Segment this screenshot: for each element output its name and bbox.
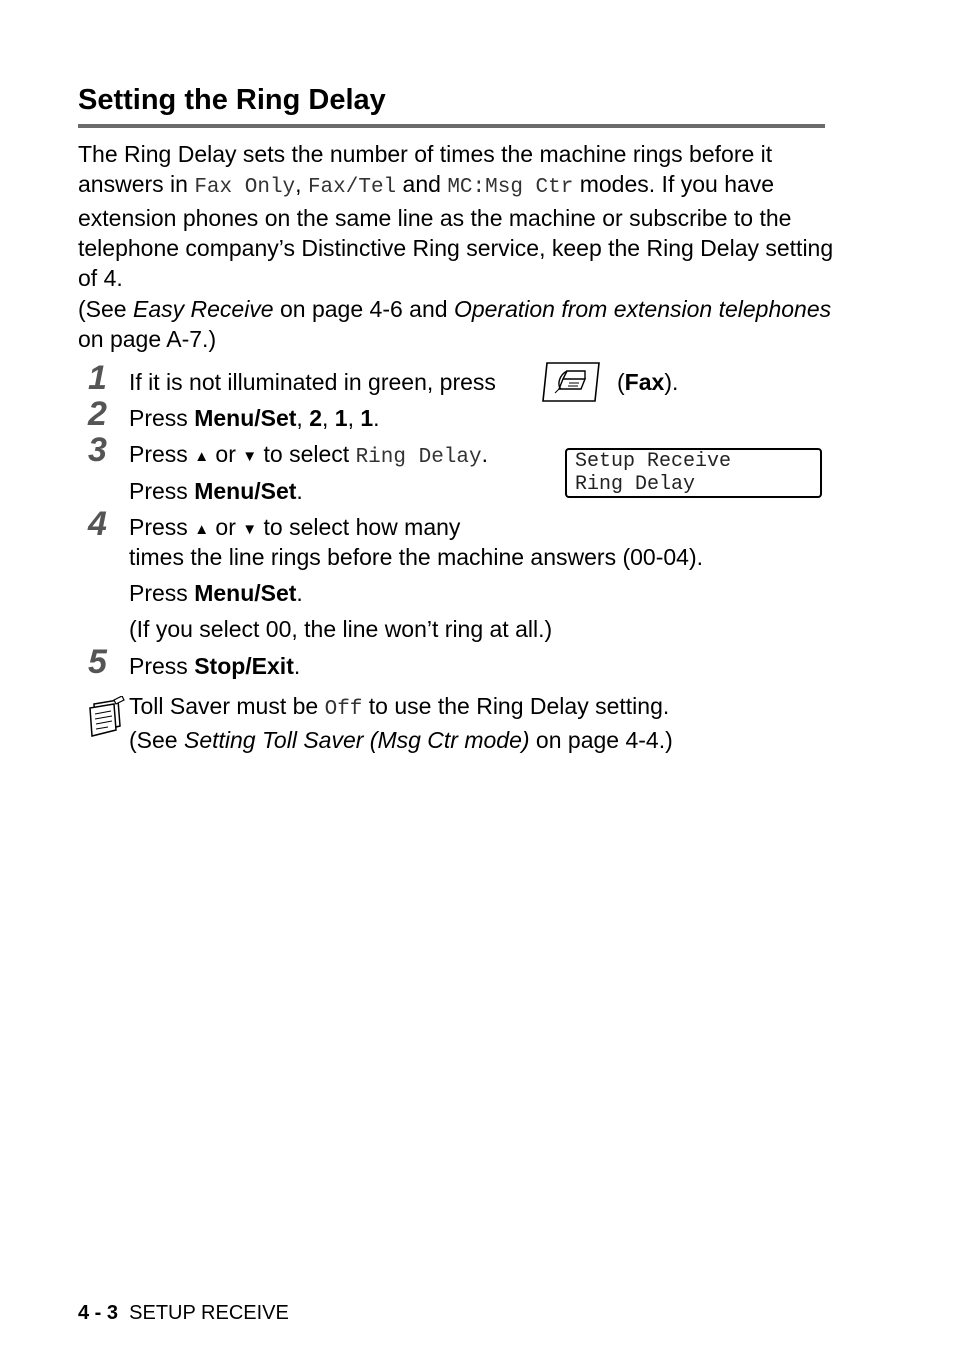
ref-toll-saver: Setting Toll Saver (Msg Ctr mode) — [183, 727, 530, 753]
separator: , — [295, 171, 308, 197]
menu-set-key: Menu/Set — [194, 580, 297, 606]
step-5-text — [129, 651, 300, 681]
press-word: Press — [129, 580, 195, 606]
press-word: Press — [129, 514, 195, 540]
intro-text: The Ring Delay sets the number of times the machine rings before it answers in — [78, 141, 773, 197]
step-number-3: 3 — [88, 431, 107, 469]
period: . — [293, 653, 301, 679]
comma: , — [296, 405, 310, 431]
ref-close: on page 4-4.) — [529, 727, 673, 753]
down-arrow-icon: ▼ — [242, 521, 258, 538]
press-word: Press — [129, 653, 195, 679]
key-1: 1 — [360, 405, 374, 431]
select-text: to select how many — [257, 514, 461, 540]
step-number-5: 5 — [88, 643, 107, 681]
period: . — [296, 580, 303, 606]
menu-set-key: Menu/Set — [194, 478, 297, 504]
lcd-line-1: Setup Receive — [575, 450, 732, 473]
paren-open: ( — [617, 369, 625, 395]
note-line-2 — [129, 725, 829, 755]
note-icon — [84, 696, 126, 738]
key-1: 1 — [334, 405, 348, 431]
page-footer — [78, 1300, 289, 1326]
ref-extension-telephones: Operation from extension telephones — [453, 296, 832, 322]
ref-open: (See — [129, 727, 184, 753]
option-ring-delay: Ring Delay — [355, 446, 482, 469]
step-4-note: (If you select 00, the line won’t ring at all.) — [129, 616, 553, 642]
mode-fax-only: Fax Only — [194, 176, 296, 199]
page-number: 4 - 3 — [78, 1302, 119, 1324]
key-2: 2 — [309, 405, 322, 431]
stop-exit-key: Stop/Exit — [194, 653, 294, 679]
step-number-1: 1 — [88, 359, 107, 397]
comma: , — [322, 405, 335, 431]
option-off: Off — [324, 698, 363, 721]
press-word: Press — [129, 478, 195, 504]
intro-text-continued: modes. If you have extension phones on the same line as the machine or subscribe to the telephone company’s Distinctive Ring service, keep the Ring Delay setting of 4. — [78, 171, 834, 291]
step-3-text — [129, 439, 488, 473]
fax-key-label: Fax — [624, 369, 665, 395]
step-number-2: 2 — [88, 395, 107, 433]
intro-paragraph — [78, 139, 838, 293]
ref-open: (See — [78, 296, 133, 322]
mode-mc-msg-ctr: MC:Msg Ctr — [447, 176, 574, 199]
select-text: to select — [257, 441, 356, 467]
step-3-press — [129, 476, 303, 506]
step-number-4: 4 — [88, 505, 107, 543]
period: . — [373, 405, 380, 431]
conjunction: and — [396, 171, 448, 197]
lcd-line-2: Ring Delay — [575, 473, 696, 496]
up-arrow-icon: ▲ — [194, 521, 210, 538]
paren-close: ). — [664, 369, 679, 395]
see-reference — [78, 294, 838, 354]
menu-set-key: Menu/Set — [194, 405, 297, 431]
press-word: Press — [129, 405, 195, 431]
ref-easy-receive: Easy Receive — [132, 296, 274, 322]
comma: , — [347, 405, 361, 431]
step-1-text — [129, 367, 496, 397]
step-1-key — [617, 367, 678, 397]
note-text — [129, 691, 829, 755]
step-4-line-2: times the line rings before the machine answers (00-04). — [129, 544, 704, 570]
up-arrow-icon: ▲ — [194, 448, 210, 465]
mode-fax-tel: Fax/Tel — [307, 176, 397, 199]
step-4-press — [129, 578, 303, 608]
heading-rule — [78, 124, 825, 128]
lcd-display — [565, 448, 822, 498]
step-1-instruction: If it is not illuminated in green, press — [129, 369, 496, 395]
ref-mid: on page 4-6 and — [273, 296, 454, 322]
or-word: or — [209, 441, 243, 467]
or-word: or — [209, 514, 243, 540]
down-arrow-icon: ▼ — [242, 448, 258, 465]
period: . — [481, 441, 488, 467]
period: . — [296, 478, 303, 504]
note-text-1: Toll Saver must be — [129, 693, 325, 719]
section-name: SETUP RECEIVE — [129, 1302, 289, 1324]
step-2-text — [129, 403, 380, 433]
page-title: Setting the Ring Delay — [78, 84, 386, 116]
note-text-2: to use the Ring Delay setting. — [362, 693, 670, 719]
fax-icon — [541, 359, 601, 405]
ref-close: on page A-7.) — [78, 326, 217, 352]
note-line-1 — [129, 691, 829, 725]
press-word: Press — [129, 441, 195, 467]
step-4-text — [129, 512, 460, 545]
